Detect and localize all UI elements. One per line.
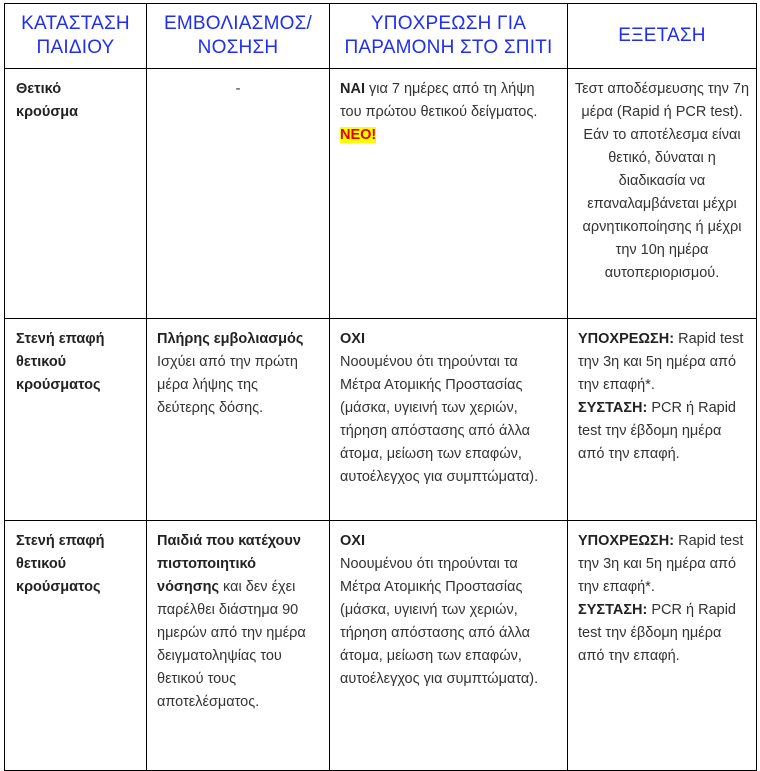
vaccination-details: και δεν έχει παρέλθει διάστημα 90 ημερών από την ημέρα δειγματοληψίας του θετικού τους αποτελέσματος. — [157, 579, 306, 710]
stay-home-answer: ΟΧΙ — [340, 533, 365, 549]
header-vaccination-infection: ΕΜΒΟΛΙΑΣΜΟΣ/ ΝΟΣΗΣΗ — [147, 4, 330, 69]
exam-obligation-text: Rapid test την 3η και 5η ημέρα από την επαφή*. — [578, 331, 744, 393]
exam-recommendation-text: PCR ή Rapid test την έβδομη ημέρα από την επαφή. — [578, 602, 736, 664]
header-exam: ΕΞΕΤΑΣΗ — [568, 4, 757, 69]
header-row — [5, 4, 757, 69]
stay-home-answer: ΟΧΙ — [340, 331, 365, 347]
exam-obligation-label: ΥΠΟΧΡΕΩΣΗ: — [578, 331, 675, 347]
child-status-cell: Θετικό κρούσμα — [5, 69, 147, 319]
stay-home-cell — [330, 521, 568, 771]
stay-home-cell — [330, 319, 568, 521]
exam-recommendation-label: ΣΥΣΤΑΣΗ: — [578, 602, 648, 618]
table-row — [5, 319, 757, 521]
new-badge: ΝΕΟ! — [340, 127, 377, 143]
stay-home-details: Νοουμένου ότι τηρούνται τα Μέτρα Ατομικής Προστασίας (μάσκα, υγιεινή των χεριών, τήρηση απόστασης από άλλα άτομα, μείωση των επαφών, αυτοέλεγχος για συμπτώματα). — [340, 354, 539, 485]
vaccination-cell — [147, 319, 330, 521]
child-status-cell: Στενή επαφή θετικού κρούσματος — [5, 319, 147, 521]
stay-home-details: για 7 ημέρες από τη λήψη του πρώτου θετικού δείγματος. — [340, 81, 538, 120]
table-row — [5, 521, 757, 771]
exam-cell — [568, 521, 757, 771]
exam-recommendation-text: PCR ή Rapid test την έβδομη ημέρα από την επαφή. — [578, 400, 736, 462]
stay-home-details: Νοουμένου ότι τηρούνται τα Μέτρα Ατομικής Προστασίας (μάσκα, υγιεινή των χεριών, τήρηση απόστασης από άλλα άτομα, μείωση των επαφών, αυτοέλεγχος για συμπτώματα). — [340, 556, 539, 687]
exam-obligation-text: Rapid test την 3η και 5η ημέρα από την επαφή*. — [578, 533, 744, 595]
exam-cell: Τεστ αποδέσμευσης την 7η μέρα (Rapid ή PCR test). Εάν το αποτέλεσμα είναι θετικό, δύναται η διαδικασία να επαναλαμβάνεται μέχρι αρνητικοποίησης ή μέχρι την 10η ημέρα αυτοπεριορισμού. — [568, 69, 757, 319]
stay-home-cell — [330, 69, 568, 319]
guidelines-table — [4, 3, 757, 771]
table-row — [5, 69, 757, 319]
vaccination-type: Παιδιά που κατέχουν πιστοποιητικό νόσησης — [157, 533, 301, 595]
vaccination-details: Ισχύει από την πρώτη μέρα λήψης της δεύτερης δόσης. — [157, 354, 298, 416]
stay-home-answer: ΝΑΙ — [340, 81, 365, 97]
child-status-cell: Στενή επαφή θετικού κρούσματος — [5, 521, 147, 771]
header-stay-home-obligation: ΥΠΟΧΡΕΩΣΗ ΓΙΑ ΠΑΡΑΜΟΝΗ ΣΤΟ ΣΠΙΤΙ — [330, 4, 568, 69]
vaccination-type: Πλήρης εμβολιασμός — [157, 331, 304, 347]
exam-cell — [568, 319, 757, 521]
vaccination-cell — [147, 521, 330, 771]
vaccination-cell: - — [147, 69, 330, 319]
header-child-status: ΚΑΤΑΣΤΑΣΗ ΠΑΙΔΙΟΥ — [5, 4, 147, 69]
exam-obligation-label: ΥΠΟΧΡΕΩΣΗ: — [578, 533, 675, 549]
exam-recommendation-label: ΣΥΣΤΑΣΗ: — [578, 400, 648, 416]
